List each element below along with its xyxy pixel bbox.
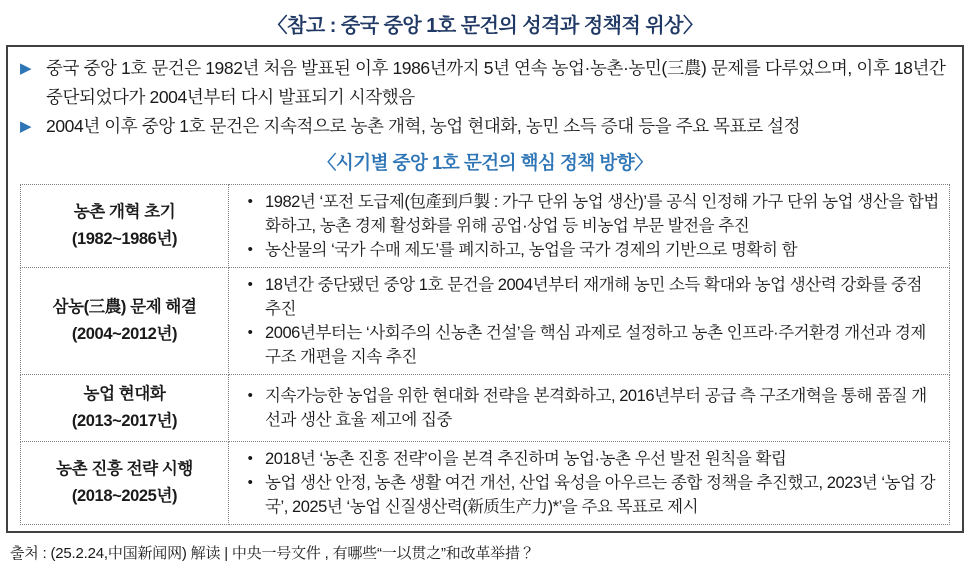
- list-item: [235, 384, 941, 432]
- period-cell: [21, 442, 229, 525]
- bullet-dot-icon: •: [247, 450, 253, 467]
- triangle-bullet-icon: ▶: [20, 60, 32, 77]
- list-item: [235, 190, 941, 238]
- period-name: 농촌 진흥 전략 시행: [56, 460, 193, 478]
- bullet-dot-icon: •: [247, 241, 253, 258]
- detail-cell: [229, 375, 950, 442]
- intro-bullet-row: [20, 112, 950, 141]
- intro-text: 중국 중앙 1호 문건은 1982년 처음 발표된 이후 1986년까지 5년 연속 농업·농촌·농민(三農) 문제를 다루었으며, 이후 18년간 중단되었다가 2004년부터 다시 발표되기 시작했음: [46, 58, 946, 107]
- table-row: [21, 185, 950, 268]
- triangle-bullet-icon: ▶: [20, 118, 32, 135]
- table-row: [21, 442, 950, 525]
- detail-list: [235, 190, 941, 262]
- bullet-dot-icon: •: [247, 324, 253, 341]
- detail-list: [235, 273, 941, 369]
- source-line: 출처 : (25.2.24,中国新闻网) 解读 | 中央一号文件 , 有哪些“一以贯之”和改革举措？: [10, 545, 535, 562]
- detail-list: [235, 447, 941, 519]
- bullet-dot-icon: •: [247, 193, 253, 210]
- intro-bullet-row: [20, 54, 950, 112]
- list-item-text: 농산물의 ‘국가 수매 제도’를 폐지하고, 농업을 국가 경제의 기반으로 명확히 함: [265, 241, 798, 259]
- period-years: (1982~1986년): [71, 230, 178, 248]
- list-item: [235, 238, 941, 262]
- section-subtitle: 〈시기별 중앙 1호 문건의 핵심 정책 방향〉: [317, 152, 653, 173]
- list-item: [235, 447, 941, 471]
- page-title: 〈참고 : 중국 중앙 1호 문건의 성격과 정책적 위상〉: [267, 15, 703, 37]
- period-name: 삼농(三農) 문제 해결: [52, 298, 197, 316]
- list-item-text: 18년간 중단됐던 중앙 1호 문건을 2004년부터 재개해 농민 소득 확대와 농업 생산력 강화를 중점 추진: [265, 276, 922, 318]
- detail-cell: [229, 268, 950, 375]
- table-row: [21, 268, 950, 375]
- list-item-text: 농업 생산 안정, 농촌 생활 여건 개선, 산업 육성을 아우르는 종합 정책을 추진했고, 2023년 ‘농업 강국’, 2025년 ‘농업 신질생산력(新质生产力)*’을 주요 목표로 제시: [265, 474, 936, 516]
- period-years: (2018~2025년): [71, 487, 178, 505]
- detail-cell: [229, 442, 950, 525]
- detail-cell: [229, 185, 950, 268]
- detail-list: [235, 384, 941, 432]
- intro-section: [20, 54, 950, 141]
- list-item: [235, 321, 941, 369]
- period-cell: [21, 375, 229, 442]
- list-item-text: 지속가능한 농업을 위한 현대화 전략을 본격화하고, 2016년부터 공급 측 구조개혁을 통해 품질 개선과 생산 효율 제고에 집중: [265, 387, 927, 429]
- list-item-text: 1982년 ‘포전 도급제(包產到戶製 : 가구 단위 농업 생산)’를 공식 인정해 가구 단위 농업 생산을 합법화하고, 농촌 경제 활성화를 위해 공업·상업 등 비농업 부문 발전을 추진: [265, 193, 939, 235]
- period-years: (2004~2012년): [71, 325, 178, 343]
- list-item: [235, 273, 941, 321]
- period-cell: [21, 268, 229, 375]
- intro-text: 2004년 이후 중앙 1호 문건은 지속적으로 농촌 개혁, 농업 현대화, 농민 소득 증대 등을 주요 목표로 설정: [46, 116, 801, 136]
- period-name: 농업 현대화: [83, 385, 166, 403]
- list-item-text: 2018년 ‘농촌 진흥 전략’이을 본격 추진하며 농업·농촌 우선 발전 원칙을 확립: [265, 450, 787, 468]
- list-item: [235, 471, 941, 519]
- period-years: (2013~2017년): [71, 412, 178, 430]
- table-row: [21, 375, 950, 442]
- bullet-dot-icon: •: [247, 276, 253, 293]
- list-item-text: 2006년부터는 ‘사회주의 신농촌 건설’을 핵심 과제로 설정하고 농촌 인프라·주거환경 개선과 경제 구조 개편을 지속 추진: [265, 324, 926, 366]
- policy-table: [20, 184, 950, 525]
- bullet-dot-icon: •: [247, 387, 253, 404]
- content-box: [6, 45, 964, 533]
- period-name: 농촌 개혁 초기: [73, 203, 176, 221]
- period-cell: [21, 185, 229, 268]
- bullet-dot-icon: •: [247, 474, 253, 491]
